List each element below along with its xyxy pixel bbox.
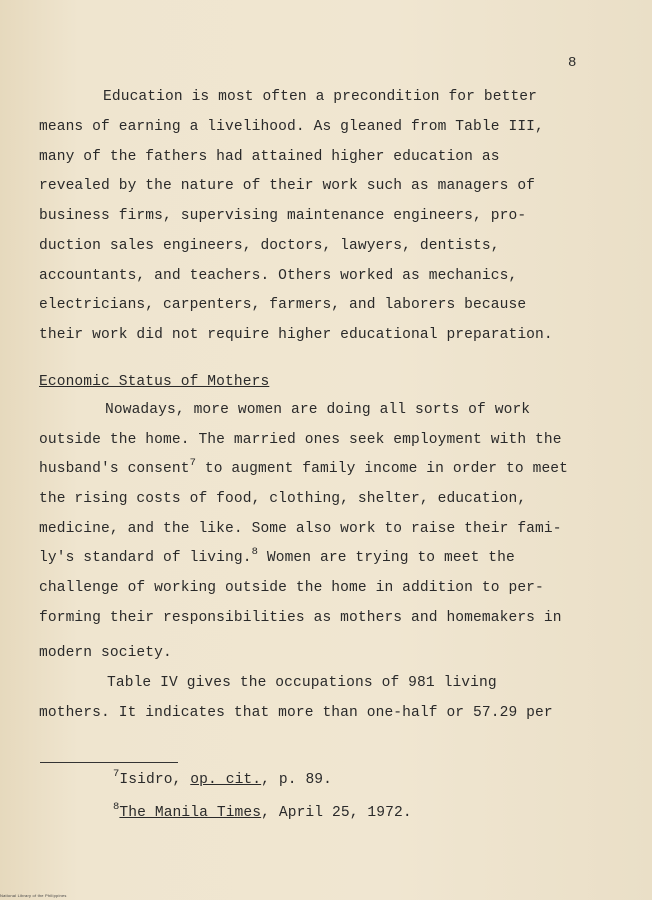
- paragraph-line: their work did not require higher educational preparation.: [39, 327, 553, 343]
- text-segment: Women are trying to meet the: [258, 550, 515, 566]
- paragraph-line: means of earning a livelihood. As gleaned from Table III,: [39, 119, 544, 135]
- footnote-divider: [40, 762, 178, 763]
- paragraph-line: Table IV gives the occupations of 981 living: [107, 675, 497, 691]
- paragraph-line: Education is most often a precondition for better: [103, 89, 538, 105]
- paragraph-line: electricians, carpenters, farmers, and laborers because: [39, 297, 527, 313]
- text-segment: husband's consent: [39, 461, 190, 477]
- paragraph-line: outside the home. The married ones seek employment with the: [39, 432, 562, 448]
- page-number: 8: [568, 55, 577, 71]
- paragraph-line: medicine, and the like. Some also work to raise their fami-: [39, 521, 562, 537]
- footnote-citation: op. cit.: [190, 772, 262, 788]
- footnote-number: 8: [113, 801, 120, 813]
- paragraph-line: duction sales engineers, doctors, lawyers, dentists,: [39, 238, 500, 254]
- footnote-number: 7: [113, 768, 120, 780]
- footnote-7: [113, 768, 333, 788]
- footnote-8: [113, 801, 412, 821]
- paragraph-line: many of the fathers had attained higher education as: [39, 149, 500, 165]
- paragraph-line: [39, 457, 569, 477]
- paragraph-line: [39, 546, 515, 566]
- footnote-source-title: The Manila Times: [119, 805, 262, 821]
- paragraph-line: forming their responsibilities as mothers and homemakers in: [39, 610, 562, 626]
- library-stamp: National Library of the Philippines: [0, 893, 67, 898]
- footnote-text: , p. 89.: [261, 772, 333, 788]
- footnote-ref-7[interactable]: 7: [189, 457, 196, 469]
- footnote-text: , April 25, 1972.: [261, 805, 412, 821]
- paragraph-line: the rising costs of food, clothing, shelter, education,: [39, 491, 527, 507]
- paragraph-line: revealed by the nature of their work such as managers of: [39, 178, 536, 194]
- paragraph-line: Nowadays, more women are doing all sorts of work: [105, 402, 531, 418]
- section-heading: Economic Status of Mothers: [39, 374, 270, 390]
- paragraph-line: mothers. It indicates that more than one-half or 57.29 per: [39, 705, 553, 721]
- footnote-author: Isidro,: [119, 772, 191, 788]
- footnote-ref-8[interactable]: 8: [251, 546, 258, 558]
- paragraph-line: accountants, and teachers. Others worked as mechanics,: [39, 268, 518, 284]
- paragraph-line: modern society.: [39, 645, 172, 661]
- text-segment: ly's standard of living.: [39, 550, 252, 566]
- text-segment: to augment family income in order to meet: [196, 461, 569, 477]
- paragraph-line: challenge of working outside the home in addition to per-: [39, 580, 544, 596]
- paragraph-line: business firms, supervising maintenance engineers, pro-: [39, 208, 527, 224]
